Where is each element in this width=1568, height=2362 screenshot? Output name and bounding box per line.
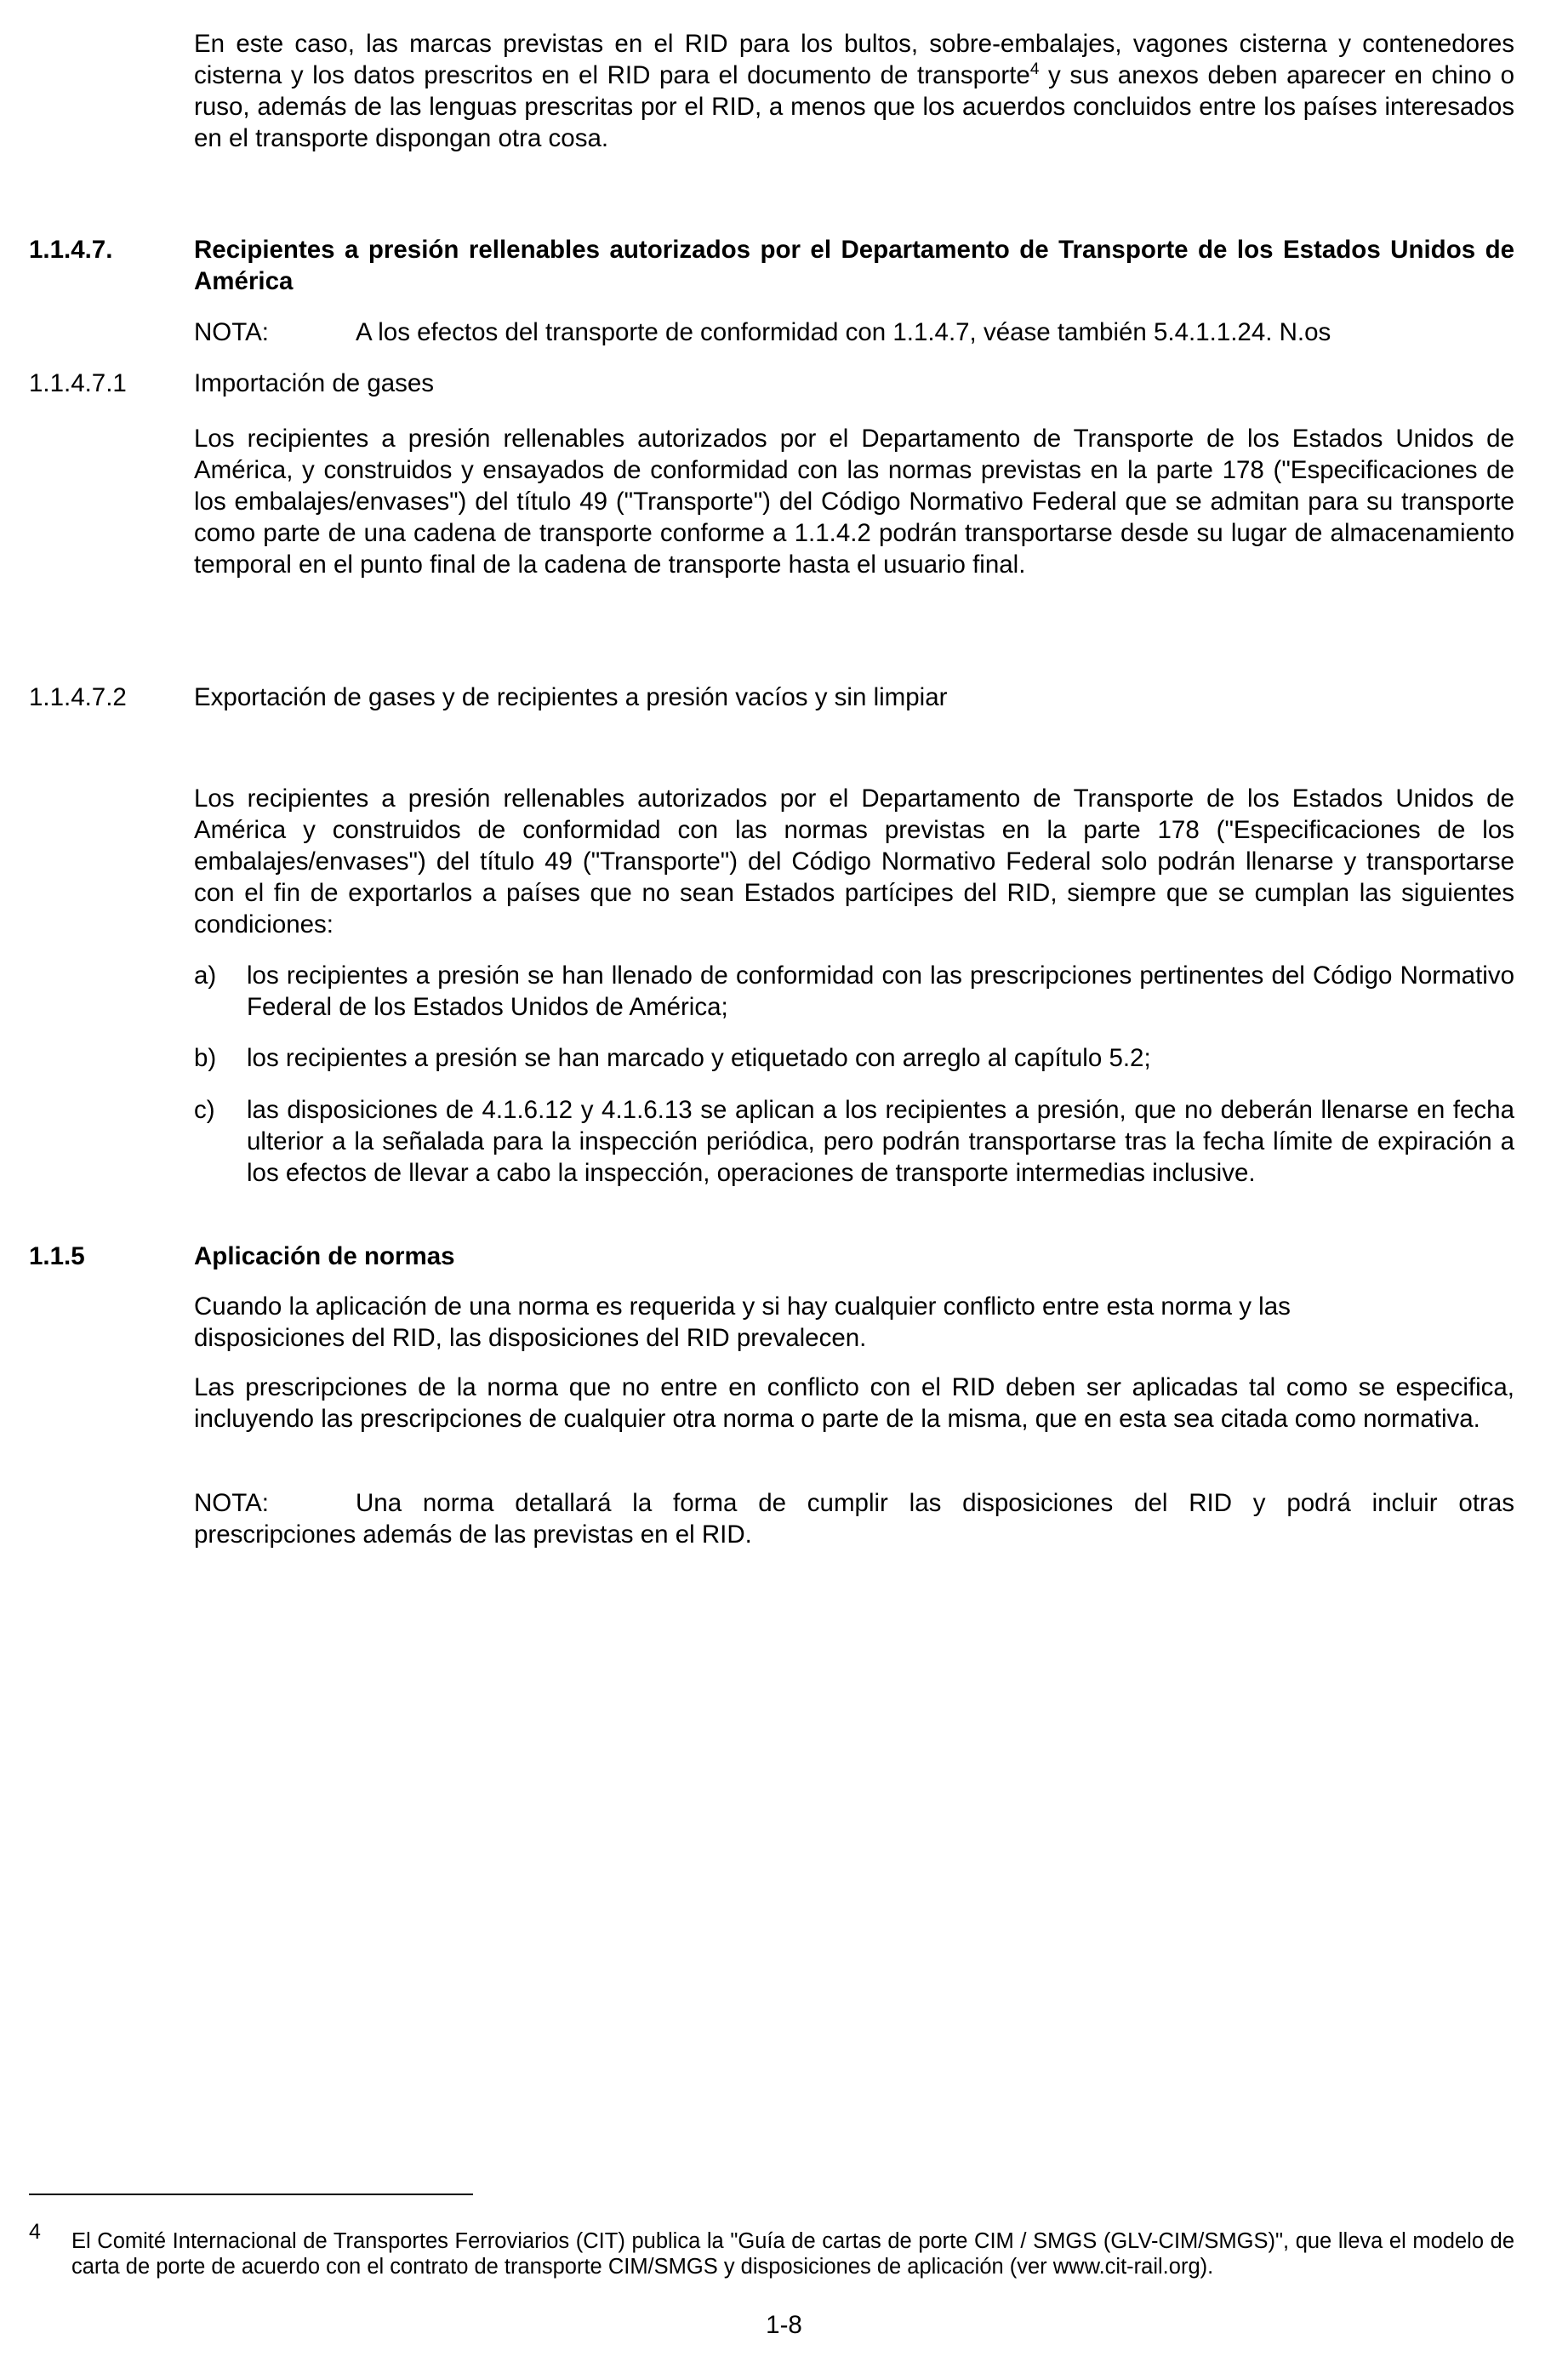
note-text-115-line-1: Una norma detallará la forma de cumplir las disposiciones del RID y podrá incluir otras <box>356 1489 1514 1517</box>
note-label-1147: NOTA: <box>194 318 269 346</box>
note-label-115: NOTA: <box>194 1489 269 1517</box>
footnote-reference: 4 <box>1029 60 1040 78</box>
list-item-text-c: las disposiciones de 4.1.6.12 y 4.1.6.13 se aplican a los recipientes a presión, que no deberán llenarse en fecha ulterior a la señalada para la inspección periódica, pero podrán transportarse tras la fecha límite de expiración a los efectos de llevar a cabo la inspección, operaciones de transporte intermedias inclusive. <box>247 1096 1514 1187</box>
paragraph-115-1-line-2: disposiciones del RID, las disposiciones del RID prevalecen. <box>194 1324 867 1352</box>
list-item-text-b: los recipientes a presión se han marcado y etiquetado con arreglo al capítulo 5.2; <box>247 1044 1151 1072</box>
footnote-number: 4 <box>29 2220 41 2244</box>
list-item-letter-a: a) <box>194 961 217 990</box>
list-item-text-a: los recipientes a presión se han llenado de conformidad con las prescripciones pertinentes del Código Normativo Federal de los Estados Unidos de América; <box>247 961 1514 1021</box>
section-number-11472: 1.1.4.7.2 <box>29 683 127 711</box>
section-title-115: Aplicación de normas <box>194 1242 455 1270</box>
intro-text-part-1: En este caso, las marcas previstas en el RID para los bultos, sobre-embalajes, vagones cisterna y contenedores cisterna y los datos prescritos en el RID para el documento de transporte <box>194 30 1514 89</box>
section-number-11471: 1.1.4.7.1 <box>29 369 127 397</box>
paragraph-115-2: Las prescripciones de la norma que no entre en conflicto con el RID deben ser aplicadas tal como se especifica, incluyendo las prescripciones de cualquier otra norma o parte de la misma, que en esta sea citada como normativa. <box>194 1373 1514 1433</box>
list-item-letter-c: c) <box>194 1096 215 1124</box>
paragraph-115-1-line-1: Cuando la aplicación de una norma es requerida y si hay cualquier conflicto entre esta norma y las <box>194 1292 1291 1321</box>
page-number: 1-8 <box>766 2311 802 2339</box>
section-title-11472: Exportación de gases y de recipientes a presión vacíos y sin limpiar <box>194 683 948 711</box>
footnote-separator <box>29 2194 473 2195</box>
section-title-1147: Recipientes a presión rellenables autorizados por el Departamento de Transporte de los Estados Unidos de América <box>194 236 1514 295</box>
intro-text-part-2: y sus anexos deben aparecer en chino o ruso, además de las lenguas prescritas por el RID, a menos que los acuerdos concluidos entre los países interesados en el transporte dispongan otra cosa. <box>194 61 1514 152</box>
section-number-115: 1.1.5 <box>29 1242 85 1270</box>
section-title-11471: Importación de gases <box>194 369 435 397</box>
list-item-letter-b: b) <box>194 1044 217 1072</box>
footnote-text: El Comité Internacional de Transportes Ferroviarios (CIT) publica la "Guía de cartas de porte CIM / SMGS (GLV-CIM/SMGS)", que lleva el modelo de carta de porte de acuerdo con el contrato de transporte CIM/SMGS y disposiciones de aplicación (ver www.cit-rail.org). <box>71 2229 1514 2279</box>
note-text-1147: A los efectos del transporte de conformidad con 1.1.4.7, véase también 5.4.1.1.24. N.os <box>356 318 1331 346</box>
paragraph-11472: Los recipientes a presión rellenables autorizados por el Departamento de Transporte de los Estados Unidos de América y construidos de conformidad con las normas previstas en la parte 178 ("Especificaciones de los embalajes/envases") del título 49 ("Transporte") del Código Normativo Federal solo podrán llenarse y transportarse con el fin de exportarlos a países que no sean Estados partícipes del RID, siempre que se cumplan las siguientes condiciones: <box>194 784 1514 939</box>
intro-paragraph <box>194 28 1514 154</box>
note-text-115-line-2: prescripciones además de las previstas en el RID. <box>194 1520 752 1549</box>
section-number-1147: 1.1.4.7. <box>29 236 113 264</box>
paragraph-11471: Los recipientes a presión rellenables autorizados por el Departamento de Transporte de los Estados Unidos de América, y construidos y ensayados de conformidad con las normas previstas en la parte 178 ("Especificaciones de los embalajes/envases") del título 49 ("Transporte") del Código Normativo Federal que se admitan para su transporte como parte de una cadena de transporte conforme a 1.1.4.2 podrán transportarse desde su lugar de almacenamiento temporal en el punto final de la cadena de transporte hasta el usuario final. <box>194 425 1514 579</box>
